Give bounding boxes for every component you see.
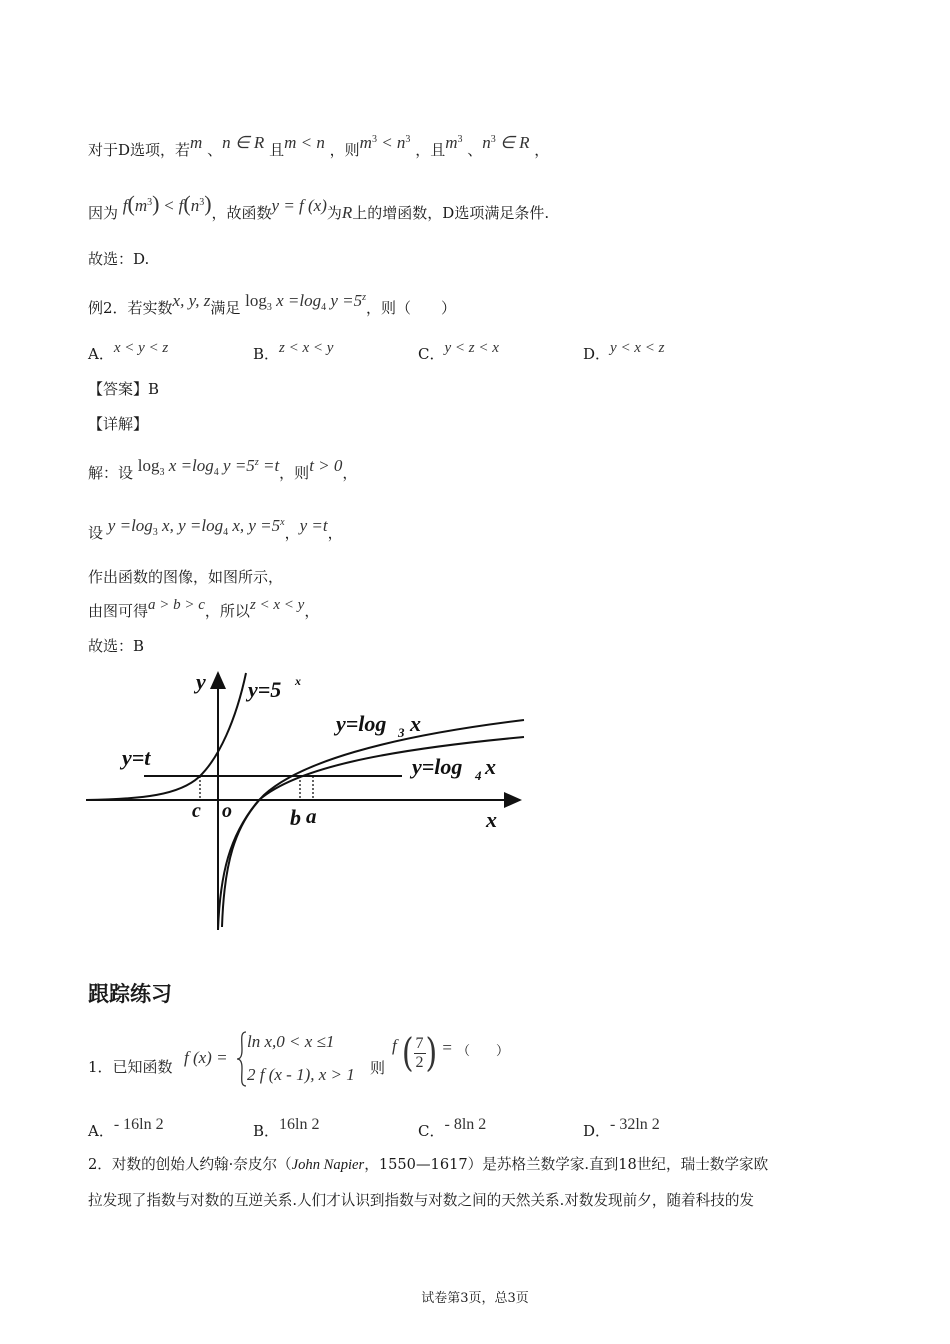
svg-text:x: x bbox=[295, 674, 301, 688]
svg-text:y=log: y=log bbox=[336, 711, 387, 736]
svg-text:3: 3 bbox=[398, 725, 405, 740]
q1-option-d[interactable]: D．- 32ln 2 bbox=[583, 1116, 660, 1140]
point-b-label: b bbox=[290, 805, 301, 830]
label-log4 bbox=[409, 754, 496, 783]
because-line: 因为 $f(m^3) < f(n^3)$，故函数y = f (x)为R上的增函数，D选项满足条件. bbox=[88, 191, 550, 222]
q1-option-b[interactable]: B．16ln 2 bbox=[253, 1116, 320, 1140]
svg-text:x: x bbox=[410, 711, 421, 736]
ex2-option-c[interactable]: C．y < z < x bbox=[418, 340, 499, 363]
piecewise-case-1: ln x,0 < x ≤1 bbox=[247, 1032, 335, 1051]
y-axis-label: y bbox=[196, 669, 206, 694]
q1-f-of-frac: f ( $\frac{7}{2}$ ) = （ ） bbox=[392, 1030, 510, 1077]
q1-fx: f (x) = bbox=[184, 1048, 228, 1067]
solution-line-4: 由图可得a > b > c，所以z < x < y， bbox=[88, 597, 320, 620]
page-footer: 试卷第3页，总3页 bbox=[421, 1291, 529, 1306]
ex2-option-d[interactable]: D．y < x < z bbox=[583, 340, 665, 363]
choose-d: 故选：D. bbox=[88, 250, 150, 268]
q1-option-c[interactable]: C．- 8ln 2 bbox=[418, 1116, 487, 1140]
curve-log4 bbox=[218, 737, 524, 930]
detail-label: 【详解】 bbox=[88, 415, 149, 433]
curve-exp bbox=[86, 673, 246, 800]
choose-b: 故选：B bbox=[88, 637, 145, 655]
solution-line-2: 设 $y =\log_3$ x, $y =\log_4$ x, $y =5^x$，y =t， bbox=[88, 516, 343, 542]
section-title: 跟踪练习 bbox=[88, 982, 172, 1006]
svg-text:x: x bbox=[485, 754, 496, 779]
curve-log3 bbox=[222, 720, 524, 927]
label-log3 bbox=[333, 711, 421, 740]
svg-text:y=log: y=log bbox=[412, 754, 463, 779]
ex2-option-b[interactable]: B．z < x < y bbox=[253, 340, 334, 363]
answer-label: 【答案】B bbox=[88, 380, 160, 398]
d-option-line: 对于D选项，若m 、n ∈ R 且m < n ，则$m^3 < n^3$ ，且$m^3$ 、$n^3$ ∈ R ， bbox=[88, 133, 550, 159]
q2-line-1: 2．对数的创始人约翰·奈皮尔（John Napier，1550—1617）是苏格兰数学家.直到18世纪，瑞士数学家欧 bbox=[88, 1156, 769, 1173]
svg-text:4: 4 bbox=[475, 768, 482, 783]
q1-then: 则 bbox=[370, 1059, 386, 1077]
svg-text:y=5: y=5 bbox=[248, 677, 282, 702]
origin-label: o bbox=[222, 800, 232, 822]
label-y-eq-t: y=t bbox=[122, 745, 151, 770]
point-c-label: c bbox=[192, 800, 201, 822]
function-graph bbox=[84, 665, 534, 940]
q1-label: 1．已知函数 bbox=[88, 1058, 173, 1076]
ex2-option-a[interactable]: A．x < y < z bbox=[88, 340, 169, 363]
point-a-label: a bbox=[306, 804, 317, 828]
q1-option-a[interactable]: A．- 16ln 2 bbox=[88, 1116, 164, 1140]
solution-line-3: 作出函数的图像，如图所示， bbox=[88, 568, 284, 586]
example-2-question: 例2．若实数x, y, z满足 $\log_3 x =\log_4$ $y =5^z$，则（ ） bbox=[88, 291, 457, 317]
label-exp bbox=[245, 674, 301, 702]
q2-line-2: 拉发现了指数与对数的互逆关系.人们才认识到指数与对数之间的天然关系.对数发现前夕，随着科技的发 bbox=[88, 1192, 755, 1209]
x-axis-label: x bbox=[486, 807, 497, 832]
solution-line-1: 解：设 $\log_3 x =\log_4$ $y =5^z =t$，则t > 0， bbox=[88, 456, 358, 482]
piecewise-case-2: 2 f (x - 1), x > 1 bbox=[247, 1065, 355, 1084]
